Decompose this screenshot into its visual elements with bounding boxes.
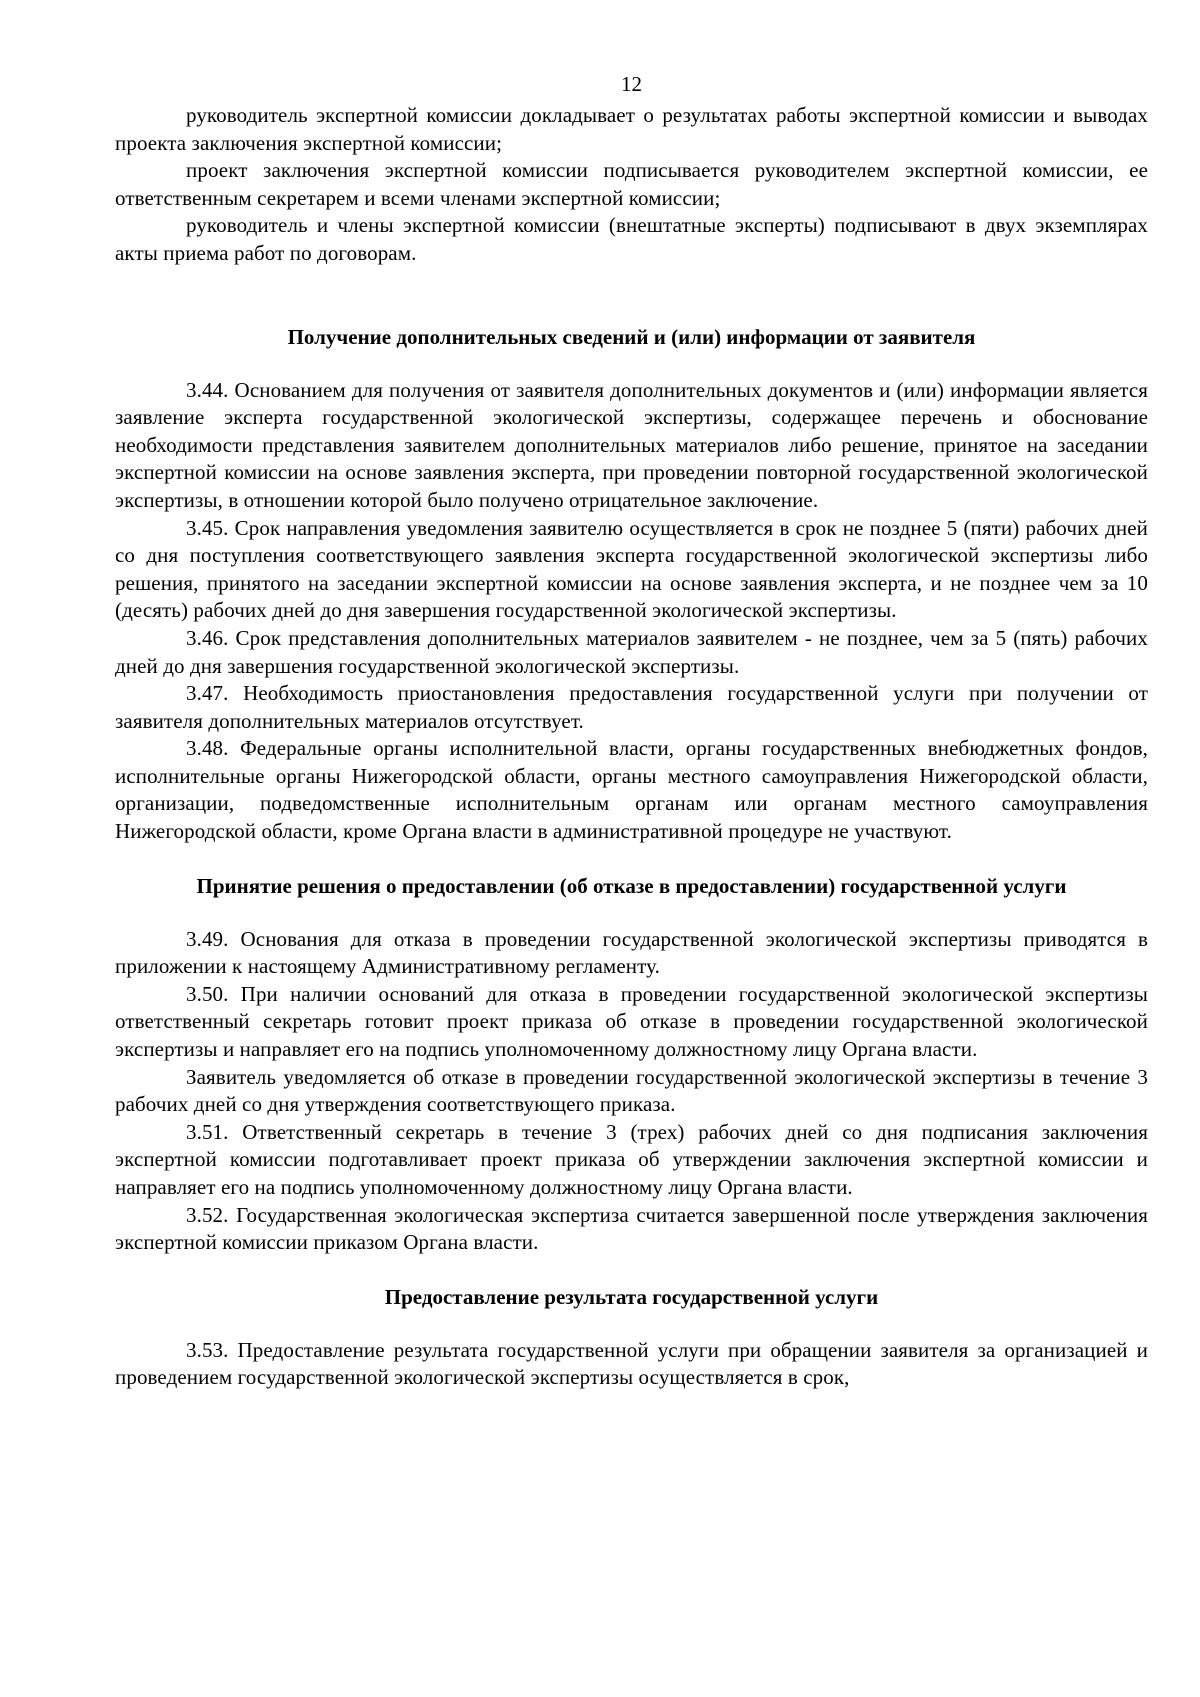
clause-3-53: 3.53. Предоставление результата государственной услуги при обращении заявителя за организацией и проведением государственной экологической экспертизы осуществляется в срок, [115,1337,1148,1390]
clause-3-49: 3.49. Основания для отказа в проведении государственной экологической экспертизы приводятся в приложении к настоящему Административному регламенту. [115,926,1148,979]
section-heading-result: Предоставление результата государственной услуги [384,1284,879,1309]
page-number: 12 [621,72,642,96]
intro-paragraph: проект заключения экспертной комиссии подписывается руководителем экспертной комиссии, ее ответственным секретарем и всеми членами экспертной комиссии; [115,158,1148,210]
clause-3-52: 3.52. Государственная экологическая экспертиза считается завершенной после утверждения заключения экспертной комиссии приказом Органа власти. [115,1202,1148,1255]
clause-3-46: 3.46. Срок представления дополнительных материалов заявителем - не позднее, чем за 5 (пять) рабочих дней до дня завершения государственной экологической экспертизы. [115,625,1148,678]
clause-3-50-notice: Заявитель уведомляется об отказе в проведении государственной экологической экспертизы в течение 3 рабочих дней со дня утверждения соответствующего приказа. [115,1064,1148,1117]
spacer [115,1311,1148,1337]
clause-3-48: 3.48. Федеральные органы исполнительной власти, органы государственных внебюджетных фондов, исполнительные органы Нижегородской области, органы местного самоуправления Нижегородской области, организации, подведомственные исполнительным органам или органам местного самоуправления Нижегородской области, кроме Органа власти в административной процедуре не участвуют. [115,736,1148,844]
intro-paragraph: руководитель и члены экспертной комиссии (внештатные эксперты) подписывают в двух экземплярах акты приема работ по договорам. [115,213,1148,265]
spacer [115,846,1148,872]
spacer [115,268,1148,323]
intro-paragraph: руководитель экспертной комиссии докладывает о результатах работы экспертной комиссии и выводах проекта заключения экспертной комиссии; [115,103,1148,155]
section-heading-additional-info: Получение дополнительных сведений и (или) информации от заявителя [287,324,976,349]
document-page [115,70,1148,1392]
clause-3-45: 3.45. Срок направления уведомления заявителю осуществляется в срок не позднее 5 (пяти) рабочих дней со дня поступления соответствующего заявления эксперта государственной экологической экспертизы либо решения, принятого на заседании экспертной комиссии на основе заявления эксперта, и не позднее чем за 10 (десять) рабочих дней до дня завершения государственной экологической экспертизы. [115,515,1148,623]
spacer [115,900,1148,926]
clause-3-47: 3.47. Необходимость приостановления предоставления государственной услуги при получении от заявителя дополнительных материалов отсутствует. [115,681,1148,733]
clause-3-51: 3.51. Ответственный секретарь в течение 3 (трех) рабочих дней со дня подписания заключения экспертной комиссии подготавливает проект приказа об утверждении заключения экспертной комиссии и направляет его на подпись уполномоченному должностному лицу Органа власти. [115,1119,1148,1199]
spacer [115,351,1148,377]
clause-3-44: 3.44. Основанием для получения от заявителя дополнительных документов и (или) информации является заявление эксперта государственной экологической экспертизы, содержащее перечень и обоснование необходимости представления заявителем дополнительных материалов либо решение, принятое на заседании экспертной комиссии на основе заявления эксперта, при проведении повторной государственной экологической экспертизы, в отношении которой было получено отрицательное заключение. [115,377,1148,512]
section-heading-decision: Принятие решения о предоставлении (об отказе в предоставлении) государственной услуги [196,873,1067,898]
spacer [115,1257,1148,1283]
clause-3-50: 3.50. При наличии оснований для отказа в проведении государственной экологической экспертизы ответственный секретарь готовит проект приказа об отказе в проведении государственной экологической экспертизы и направляет его на подпись уполномоченному должностному лицу Органа власти. [115,981,1148,1062]
